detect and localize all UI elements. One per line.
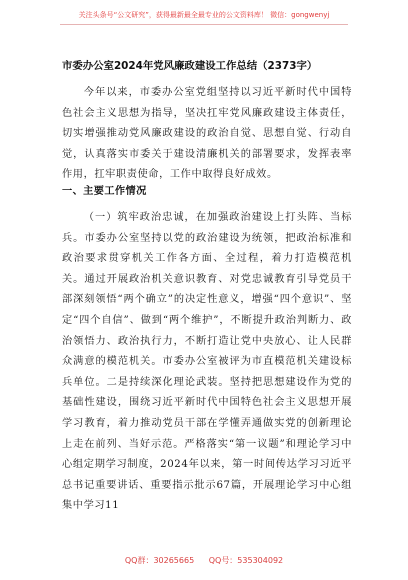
intro-text: 今年以来，市委办公室党组坚持以习近平新时代中国特色社会主义思想为指导，坚决扛牢党风廉政建设主体责任，切实增强推动党风廉政建设的政治自觉、思想自觉、行动自觉，认真落实市委关于建设清廉机关的部署要求，发挥表率作用，扛牢职责使命，工作中取得良好成效。 — [62, 87, 352, 181]
header-banner: 关注头条号“公文研究”，获得最新最全最专业的公文资料库！ 微信：gongwenyj — [78, 11, 330, 19]
intro-paragraph — [62, 83, 352, 186]
footer-qq-number: QQ号：535304092 — [208, 556, 284, 565]
header-divider — [60, 24, 348, 25]
footer-qq-group: QQ群：30265665 — [124, 556, 195, 565]
section-heading: 一、主要工作情况 — [62, 186, 147, 197]
document-title: 市委办公室2024年党风廉政建设工作总结（2373字） — [62, 60, 318, 72]
section-text: （一）筑牢政治忠诚，在加强政治建设上打头阵、当标兵。市委办公室坚持以党的政治建设为统领，把政治标准和政治要求贯穿机关工作各方面、全过程，着力打造模范机关。通过开展政治机关意识教育、对党忠诚教育引导党员干部深刻领悟“两个确立”的决定性意义，增强“四个意识”、坚定“四个自信”、做到“两个维护”，不断提升政治判断力、政治领悟力、政治执行力，不断打造让党中央放心、让人民群众满意的模范机关。市委办公室被评为市直模范机关建设标兵单位。二是持续深化理论武装。坚持把思想建设作为党的基础性建设，围绕习近平新时代中国特色社会主义思想开展学习教育，着力推动党员干部在学懂弄通做实党的创新理论上走在前列、当好示范。严格落实“第一议题”和理论学习中心组定期学习制度，2024年以来，第一时间传达学习习近平总书记重要讲话、重要指示批示67篇，开展理论学习中心组集中学习11 — [62, 212, 352, 512]
section-paragraph — [62, 208, 352, 517]
footer — [0, 555, 408, 566]
